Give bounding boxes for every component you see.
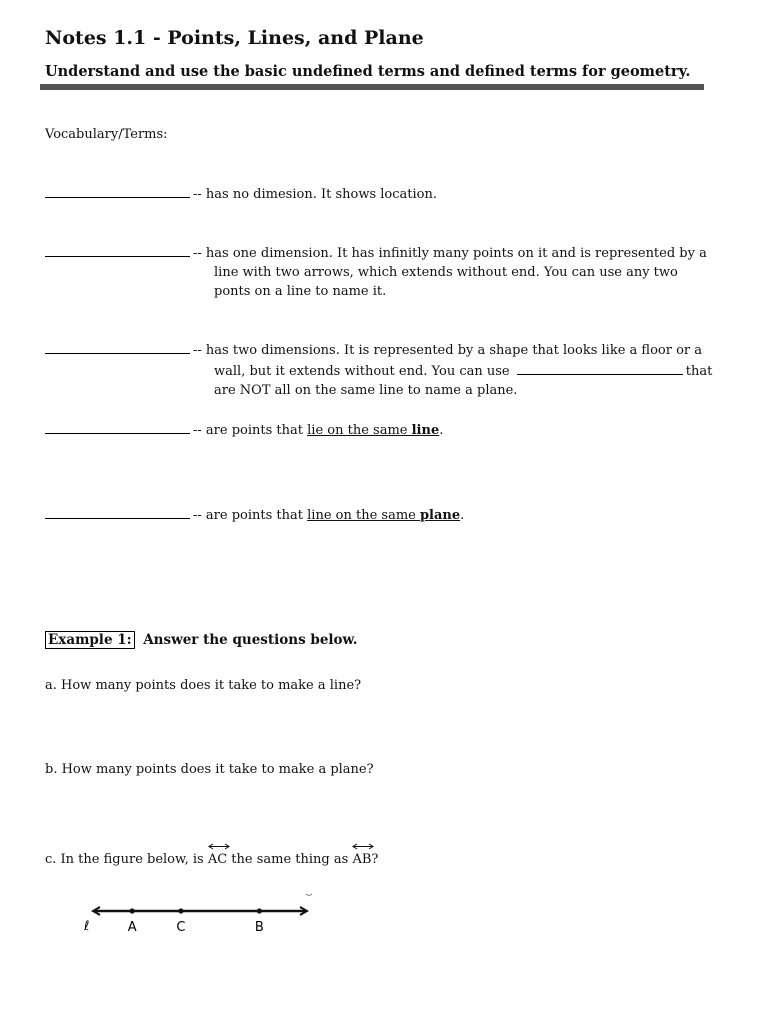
answer-blank-5[interactable] xyxy=(45,504,190,519)
point-a-dot xyxy=(130,908,135,913)
answer-blank-2[interactable] xyxy=(45,242,190,257)
figure-points xyxy=(128,908,264,935)
question-c xyxy=(45,850,378,869)
answer-blank-1[interactable] xyxy=(45,183,190,198)
term-plane-definition-3: are NOT all on the same line to name a plane. xyxy=(214,383,518,398)
term-collinear-suffix: . xyxy=(439,423,444,438)
vocab-heading: Vocabulary/Terms: xyxy=(45,127,168,142)
stray-mark-icon xyxy=(306,894,312,896)
term-coplanar-suffix: . xyxy=(460,508,465,523)
term-point-definition: -- has no dimesion. It shows location. xyxy=(193,187,437,202)
header-divider xyxy=(40,84,704,90)
term-plane-row xyxy=(45,339,712,400)
term-collinear-row xyxy=(45,419,443,440)
answer-blank-plane-points[interactable] xyxy=(517,360,683,375)
term-coplanar-underlined xyxy=(307,508,460,523)
question-a: a. How many points does it take to make a line? xyxy=(45,678,362,693)
line-label: ℓ xyxy=(84,919,90,934)
ray-ab-arrow-icon xyxy=(352,843,374,850)
ray-ac-notation xyxy=(208,850,227,869)
ray-ab-label: AB xyxy=(352,852,372,867)
term-plane-definition-1: -- has two dimensions. It is represented by a shape that looks like a floor or a xyxy=(193,343,703,358)
question-c-prefix: c. In the figure below, is xyxy=(45,852,208,867)
point-a-label: A xyxy=(127,920,137,935)
term-line-row xyxy=(45,242,707,301)
question-c-middle: the same thing as xyxy=(227,852,353,867)
question-c-suffix: ? xyxy=(371,852,379,867)
term-collinear-bold: line xyxy=(411,423,440,438)
point-b-label: B xyxy=(254,920,264,935)
term-collinear-prefix: -- are points that xyxy=(193,423,308,438)
ray-ac-arrow-icon xyxy=(208,843,230,850)
ray-ab-notation xyxy=(352,850,371,869)
example-label: Example 1: xyxy=(45,631,135,649)
term-line-definition-3: ponts on a line to name it. xyxy=(214,284,387,299)
term-coplanar-row xyxy=(45,504,464,525)
page-subtitle: Understand and use the basic undefined terms and defined terms for geometry. xyxy=(45,63,691,80)
answer-blank-4[interactable] xyxy=(45,419,190,434)
term-point-row xyxy=(45,183,437,204)
line-figure xyxy=(80,886,320,938)
example-heading-row xyxy=(45,631,358,650)
point-c-dot xyxy=(178,908,183,913)
term-line-definition-2: line with two arrows, which extends without end. You can use any two xyxy=(214,265,678,280)
term-collinear-underlined-text: lie on the same xyxy=(307,423,412,438)
question-b: b. How many points does it take to make a plane? xyxy=(45,762,374,777)
term-plane-definition-2: wall, but it extends without end. You can use xyxy=(214,364,514,379)
page-title: Notes 1.1 - Points, Lines, and Plane xyxy=(45,27,424,49)
point-b-dot xyxy=(257,908,262,913)
term-coplanar-bold: plane xyxy=(419,508,461,523)
term-coplanar-underlined-text: line on the same xyxy=(307,508,420,523)
ray-ac-label: AC xyxy=(207,852,228,867)
point-c-label: C xyxy=(176,920,186,935)
term-collinear-underlined xyxy=(307,423,439,438)
term-coplanar-prefix: -- are points that xyxy=(193,508,308,523)
term-line-definition-1: -- has one dimension. It has infinitly many points on it and is represented by a xyxy=(193,246,707,261)
example-heading: Answer the questions below. xyxy=(143,632,358,648)
term-plane-definition-2b: that xyxy=(685,364,713,379)
answer-blank-3[interactable] xyxy=(45,339,190,354)
